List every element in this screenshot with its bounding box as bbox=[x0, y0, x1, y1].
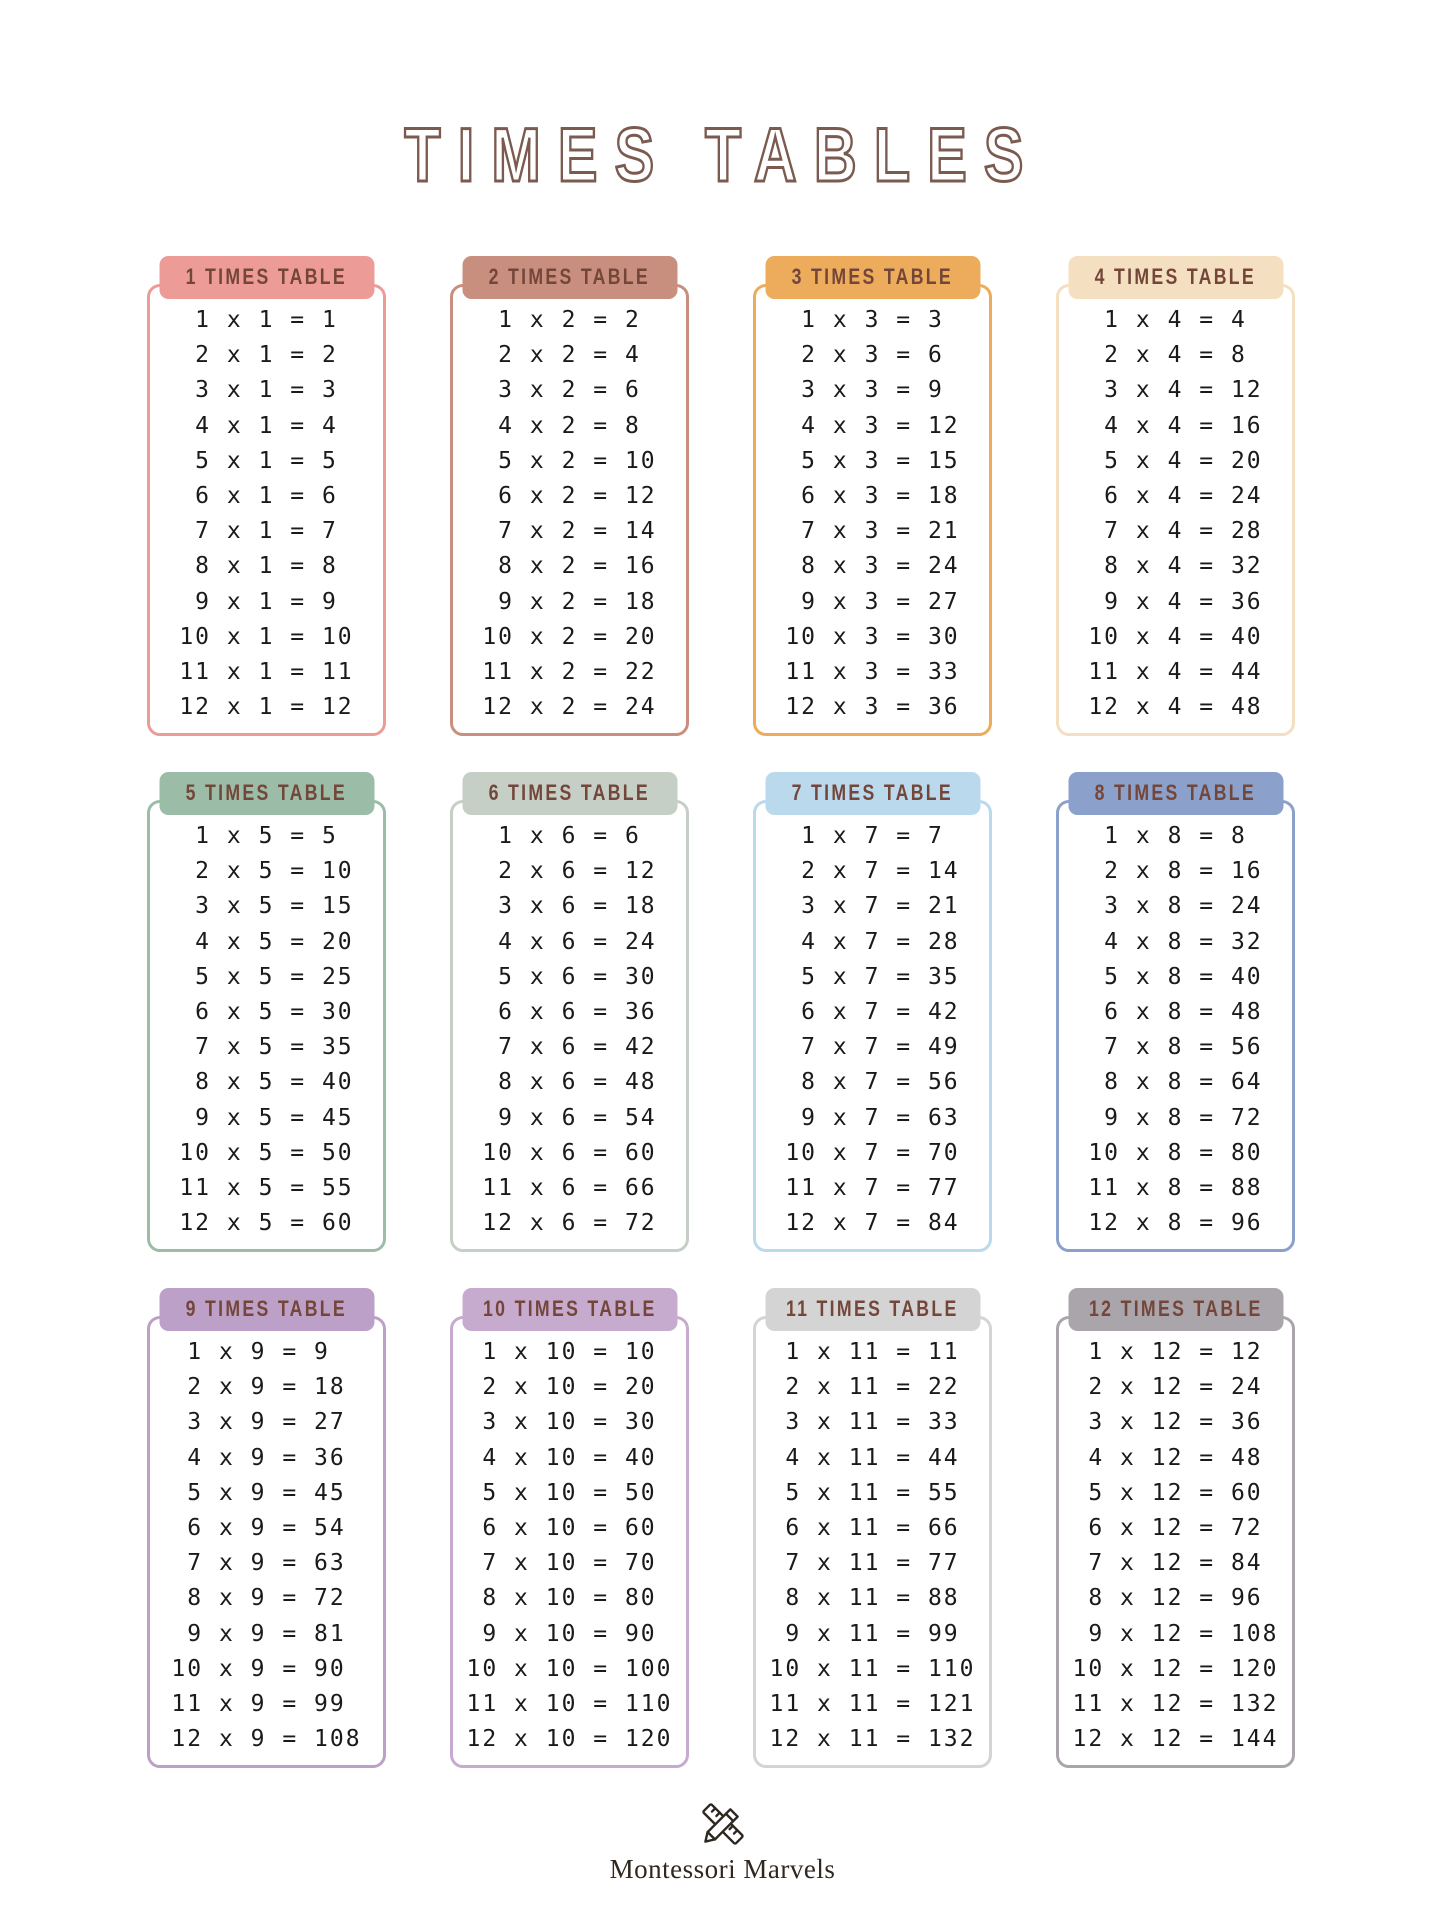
equation-row: 3 x 4 = 12 bbox=[1088, 377, 1263, 404]
equations-block bbox=[1072, 1335, 1278, 1757]
equations-block bbox=[171, 1335, 361, 1757]
equation-row: 10 x 7 = 70 bbox=[785, 1139, 960, 1166]
card-header-tab bbox=[765, 772, 980, 815]
equations-block bbox=[482, 819, 656, 1241]
equation-row: 1 x 7 = 7 bbox=[785, 823, 944, 849]
equation-row: 9 x 12 = 108 bbox=[1072, 1620, 1279, 1647]
equation-row: 11 x 10 = 110 bbox=[466, 1691, 673, 1718]
card-title: 8 TIMES TABLE bbox=[1094, 780, 1257, 806]
equation-row: 12 x 10 = 120 bbox=[466, 1726, 673, 1753]
equation-row: 8 x 7 = 56 bbox=[785, 1069, 960, 1096]
equation-row: 1 x 8 = 8 bbox=[1088, 823, 1247, 849]
equation-row: 8 x 4 = 32 bbox=[1088, 553, 1263, 580]
equation-row: 12 x 12 = 144 bbox=[1072, 1726, 1279, 1753]
equation-row: 6 x 7 = 42 bbox=[785, 999, 960, 1026]
equation-row: 9 x 8 = 72 bbox=[1088, 1104, 1263, 1131]
equation-row: 5 x 2 = 10 bbox=[482, 447, 657, 474]
equation-row: 12 x 9 = 108 bbox=[171, 1726, 362, 1753]
equation-row: 4 x 1 = 4 bbox=[179, 412, 338, 439]
equation-row: 1 x 5 = 5 bbox=[179, 823, 338, 849]
equation-row: 4 x 3 = 12 bbox=[785, 412, 960, 439]
equation-row: 2 x 5 = 10 bbox=[179, 858, 354, 885]
equations-list bbox=[1056, 1335, 1295, 1757]
equations-list bbox=[147, 1335, 386, 1757]
equations-list bbox=[753, 1335, 992, 1757]
card-header-tab bbox=[462, 256, 677, 299]
equations-block bbox=[769, 1335, 975, 1757]
equation-row: 4 x 7 = 28 bbox=[785, 928, 960, 955]
equation-row: 10 x 2 = 20 bbox=[482, 623, 657, 650]
equation-row: 2 x 12 = 24 bbox=[1072, 1374, 1263, 1401]
equations-block bbox=[785, 819, 959, 1241]
equation-row: 3 x 7 = 21 bbox=[785, 893, 960, 920]
equation-row: 10 x 9 = 90 bbox=[171, 1655, 346, 1682]
equation-row: 2 x 9 = 18 bbox=[171, 1374, 346, 1401]
equation-row: 6 x 8 = 48 bbox=[1088, 999, 1263, 1026]
equation-row: 4 x 12 = 48 bbox=[1072, 1444, 1263, 1471]
equation-row: 10 x 10 = 100 bbox=[466, 1655, 673, 1682]
card-title: 10 TIMES TABLE bbox=[482, 1296, 657, 1322]
equation-row: 4 x 6 = 24 bbox=[482, 928, 657, 955]
equation-row: 9 x 9 = 81 bbox=[171, 1620, 346, 1647]
equation-row: 1 x 10 = 10 bbox=[466, 1339, 657, 1365]
equation-row: 11 x 11 = 121 bbox=[769, 1691, 976, 1718]
equation-row: 10 x 1 = 10 bbox=[179, 623, 354, 650]
page-title: TIMES TABLES bbox=[404, 113, 1041, 198]
equation-row: 3 x 2 = 6 bbox=[482, 377, 641, 404]
equation-row: 2 x 6 = 12 bbox=[482, 858, 657, 885]
times-table-card bbox=[147, 256, 386, 736]
equation-row: 8 x 1 = 8 bbox=[179, 553, 338, 580]
equation-row: 12 x 1 = 12 bbox=[179, 694, 354, 721]
equation-row: 3 x 11 = 33 bbox=[769, 1409, 960, 1436]
equation-row: 6 x 6 = 36 bbox=[482, 999, 657, 1026]
footer bbox=[0, 1796, 1445, 1885]
equation-row: 12 x 2 = 24 bbox=[482, 694, 657, 721]
equation-row: 1 x 3 = 3 bbox=[785, 307, 944, 333]
equation-row: 11 x 5 = 55 bbox=[179, 1175, 354, 1202]
equation-row: 5 x 7 = 35 bbox=[785, 963, 960, 990]
equation-row: 8 x 6 = 48 bbox=[482, 1069, 657, 1096]
equation-row: 2 x 7 = 14 bbox=[785, 858, 960, 885]
card-header-tab bbox=[159, 772, 374, 815]
equation-row: 9 x 5 = 45 bbox=[179, 1104, 354, 1131]
equation-row: 12 x 7 = 84 bbox=[785, 1210, 960, 1237]
equation-row: 5 x 8 = 40 bbox=[1088, 963, 1263, 990]
times-table-card bbox=[753, 772, 992, 1252]
equation-row: 7 x 8 = 56 bbox=[1088, 1034, 1263, 1061]
equation-row: 6 x 11 = 66 bbox=[769, 1515, 960, 1542]
times-table-card bbox=[147, 772, 386, 1252]
equation-row: 11 x 1 = 11 bbox=[179, 659, 354, 686]
equation-row: 7 x 5 = 35 bbox=[179, 1034, 354, 1061]
equation-row: 10 x 3 = 30 bbox=[785, 623, 960, 650]
equation-row: 9 x 3 = 27 bbox=[785, 588, 960, 615]
card-header-tab bbox=[462, 772, 677, 815]
equation-row: 8 x 12 = 96 bbox=[1072, 1585, 1263, 1612]
equation-row: 8 x 5 = 40 bbox=[179, 1069, 354, 1096]
equation-row: 1 x 4 = 4 bbox=[1088, 307, 1247, 333]
equation-row: 9 x 7 = 63 bbox=[785, 1104, 960, 1131]
equation-row: 9 x 2 = 18 bbox=[482, 588, 657, 615]
times-table-card bbox=[1056, 772, 1295, 1252]
equation-row: 6 x 1 = 6 bbox=[179, 483, 338, 510]
card-header-tab bbox=[1068, 772, 1283, 815]
equation-row: 7 x 3 = 21 bbox=[785, 518, 960, 545]
card-header-tab bbox=[159, 1288, 374, 1331]
equation-row: 8 x 2 = 16 bbox=[482, 553, 657, 580]
equation-row: 11 x 8 = 88 bbox=[1088, 1175, 1263, 1202]
brand-name: Montessori Marvels bbox=[609, 1854, 836, 1884]
card-title: 1 TIMES TABLE bbox=[185, 264, 348, 290]
times-table-card bbox=[753, 256, 992, 736]
equation-row: 5 x 9 = 45 bbox=[171, 1479, 346, 1506]
equation-row: 11 x 9 = 99 bbox=[171, 1691, 346, 1718]
equation-row: 4 x 11 = 44 bbox=[769, 1444, 960, 1471]
equation-row: 10 x 12 = 120 bbox=[1072, 1655, 1279, 1682]
equation-row: 9 x 10 = 90 bbox=[466, 1620, 657, 1647]
equation-row: 9 x 6 = 54 bbox=[482, 1104, 657, 1131]
equation-row: 8 x 11 = 88 bbox=[769, 1585, 960, 1612]
equation-row: 3 x 9 = 27 bbox=[171, 1409, 346, 1436]
equation-row: 3 x 3 = 9 bbox=[785, 377, 944, 404]
equation-row: 2 x 1 = 2 bbox=[179, 342, 338, 369]
times-table-card bbox=[450, 256, 689, 736]
equations-list bbox=[1056, 303, 1295, 725]
equation-row: 1 x 9 = 9 bbox=[171, 1339, 330, 1365]
equation-row: 4 x 2 = 8 bbox=[482, 412, 641, 439]
equation-row: 12 x 6 = 72 bbox=[482, 1210, 657, 1237]
equation-row: 7 x 4 = 28 bbox=[1088, 518, 1263, 545]
equation-row: 6 x 9 = 54 bbox=[171, 1515, 346, 1542]
card-title: 9 TIMES TABLE bbox=[185, 1296, 348, 1322]
times-table-card bbox=[1056, 1288, 1295, 1768]
equations-list bbox=[147, 303, 386, 725]
equation-row: 4 x 8 = 32 bbox=[1088, 928, 1263, 955]
times-table-card bbox=[147, 1288, 386, 1768]
equation-row: 6 x 5 = 30 bbox=[179, 999, 354, 1026]
times-table-card bbox=[1056, 256, 1295, 736]
equation-row: 2 x 4 = 8 bbox=[1088, 342, 1247, 369]
equation-row: 11 x 4 = 44 bbox=[1088, 659, 1263, 686]
times-table-card bbox=[753, 1288, 992, 1768]
card-title: 6 TIMES TABLE bbox=[488, 780, 651, 806]
equation-row: 3 x 5 = 15 bbox=[179, 893, 354, 920]
equations-block bbox=[482, 303, 656, 725]
equation-row: 1 x 11 = 11 bbox=[769, 1339, 960, 1365]
times-table-card bbox=[450, 1288, 689, 1768]
equation-row: 11 x 7 = 77 bbox=[785, 1175, 960, 1202]
card-title: 12 TIMES TABLE bbox=[1088, 1296, 1263, 1322]
equation-row: 1 x 12 = 12 bbox=[1072, 1339, 1263, 1365]
equation-row: 4 x 10 = 40 bbox=[466, 1444, 657, 1471]
equation-row: 7 x 11 = 77 bbox=[769, 1550, 960, 1577]
equation-row: 5 x 5 = 25 bbox=[179, 963, 354, 990]
equation-row: 5 x 3 = 15 bbox=[785, 447, 960, 474]
equation-row: 12 x 4 = 48 bbox=[1088, 694, 1263, 721]
equations-list bbox=[147, 819, 386, 1241]
equation-row: 8 x 10 = 80 bbox=[466, 1585, 657, 1612]
equation-row: 4 x 9 = 36 bbox=[171, 1444, 346, 1471]
card-title: 2 TIMES TABLE bbox=[488, 264, 651, 290]
equations-list bbox=[450, 1335, 689, 1757]
equations-block bbox=[785, 303, 959, 725]
equation-row: 7 x 7 = 49 bbox=[785, 1034, 960, 1061]
equation-row: 9 x 11 = 99 bbox=[769, 1620, 960, 1647]
equation-row: 3 x 6 = 18 bbox=[482, 893, 657, 920]
equation-row: 3 x 8 = 24 bbox=[1088, 893, 1263, 920]
equation-row: 10 x 6 = 60 bbox=[482, 1139, 657, 1166]
equations-list bbox=[753, 819, 992, 1241]
equation-row: 1 x 6 = 6 bbox=[482, 823, 641, 849]
equation-row: 6 x 2 = 12 bbox=[482, 483, 657, 510]
equation-row: 11 x 12 = 132 bbox=[1072, 1691, 1279, 1718]
equation-row: 3 x 10 = 30 bbox=[466, 1409, 657, 1436]
card-header-tab bbox=[1068, 1288, 1283, 1331]
card-title: 11 TIMES TABLE bbox=[786, 1296, 959, 1322]
equation-row: 2 x 10 = 20 bbox=[466, 1374, 657, 1401]
card-title: 3 TIMES TABLE bbox=[791, 264, 954, 290]
equation-row: 8 x 9 = 72 bbox=[171, 1585, 346, 1612]
equation-row: 7 x 10 = 70 bbox=[466, 1550, 657, 1577]
equation-row: 4 x 4 = 16 bbox=[1088, 412, 1263, 439]
equation-row: 9 x 1 = 9 bbox=[179, 588, 338, 615]
equations-list bbox=[753, 303, 992, 725]
card-title: 7 TIMES TABLE bbox=[791, 780, 954, 806]
card-header-tab bbox=[462, 1288, 677, 1331]
card-header-tab bbox=[765, 256, 980, 299]
equation-row: 5 x 1 = 5 bbox=[179, 447, 338, 474]
equation-row: 7 x 12 = 84 bbox=[1072, 1550, 1263, 1577]
equation-row: 11 x 2 = 22 bbox=[482, 659, 657, 686]
equations-list bbox=[450, 819, 689, 1241]
equation-row: 5 x 4 = 20 bbox=[1088, 447, 1263, 474]
equations-block bbox=[179, 303, 353, 725]
tables-grid bbox=[147, 256, 1295, 1768]
equation-row: 12 x 3 = 36 bbox=[785, 694, 960, 721]
equation-row: 6 x 10 = 60 bbox=[466, 1515, 657, 1542]
equation-row: 2 x 2 = 4 bbox=[482, 342, 641, 369]
equation-row: 2 x 8 = 16 bbox=[1088, 858, 1263, 885]
equation-row: 6 x 12 = 72 bbox=[1072, 1515, 1263, 1542]
equation-row: 1 x 2 = 2 bbox=[482, 307, 641, 333]
equation-row: 5 x 10 = 50 bbox=[466, 1479, 657, 1506]
equation-row: 10 x 5 = 50 bbox=[179, 1139, 354, 1166]
card-header-tab bbox=[1068, 256, 1283, 299]
card-title: 5 TIMES TABLE bbox=[185, 780, 348, 806]
equation-row: 8 x 8 = 64 bbox=[1088, 1069, 1263, 1096]
equations-list bbox=[450, 303, 689, 725]
equation-row: 3 x 1 = 3 bbox=[179, 377, 338, 404]
equation-row: 7 x 9 = 63 bbox=[171, 1550, 346, 1577]
equation-row: 11 x 6 = 66 bbox=[482, 1175, 657, 1202]
equation-row: 2 x 3 = 6 bbox=[785, 342, 944, 369]
card-title: 4 TIMES TABLE bbox=[1094, 264, 1257, 290]
equation-row: 10 x 4 = 40 bbox=[1088, 623, 1263, 650]
equation-row: 12 x 8 = 96 bbox=[1088, 1210, 1263, 1237]
equation-row: 6 x 3 = 18 bbox=[785, 483, 960, 510]
card-header-tab bbox=[765, 1288, 980, 1331]
equation-row: 8 x 3 = 24 bbox=[785, 553, 960, 580]
equation-row: 10 x 8 = 80 bbox=[1088, 1139, 1263, 1166]
equation-row: 7 x 1 = 7 bbox=[179, 518, 338, 545]
equation-row: 4 x 5 = 20 bbox=[179, 928, 354, 955]
equations-block bbox=[466, 1335, 672, 1757]
pencil-ruler-crossed-icon bbox=[695, 1796, 751, 1852]
equation-row: 5 x 6 = 30 bbox=[482, 963, 657, 990]
equations-block bbox=[1088, 819, 1262, 1241]
equation-row: 7 x 2 = 14 bbox=[482, 518, 657, 545]
equation-row: 3 x 12 = 36 bbox=[1072, 1409, 1263, 1436]
equation-row: 1 x 1 = 1 bbox=[179, 307, 338, 333]
equation-row: 10 x 11 = 110 bbox=[769, 1655, 976, 1682]
equation-row: 2 x 11 = 22 bbox=[769, 1374, 960, 1401]
equation-row: 7 x 6 = 42 bbox=[482, 1034, 657, 1061]
equation-row: 11 x 3 = 33 bbox=[785, 659, 960, 686]
equation-row: 12 x 5 = 60 bbox=[179, 1210, 354, 1237]
times-table-card bbox=[450, 772, 689, 1252]
equation-row: 5 x 12 = 60 bbox=[1072, 1479, 1263, 1506]
equations-block bbox=[1088, 303, 1262, 725]
equation-row: 5 x 11 = 55 bbox=[769, 1479, 960, 1506]
equations-list bbox=[1056, 819, 1295, 1241]
equation-row: 12 x 11 = 132 bbox=[769, 1726, 976, 1753]
equation-row: 6 x 4 = 24 bbox=[1088, 483, 1263, 510]
equation-row: 9 x 4 = 36 bbox=[1088, 588, 1263, 615]
card-header-tab bbox=[159, 256, 374, 299]
equations-block bbox=[179, 819, 353, 1241]
